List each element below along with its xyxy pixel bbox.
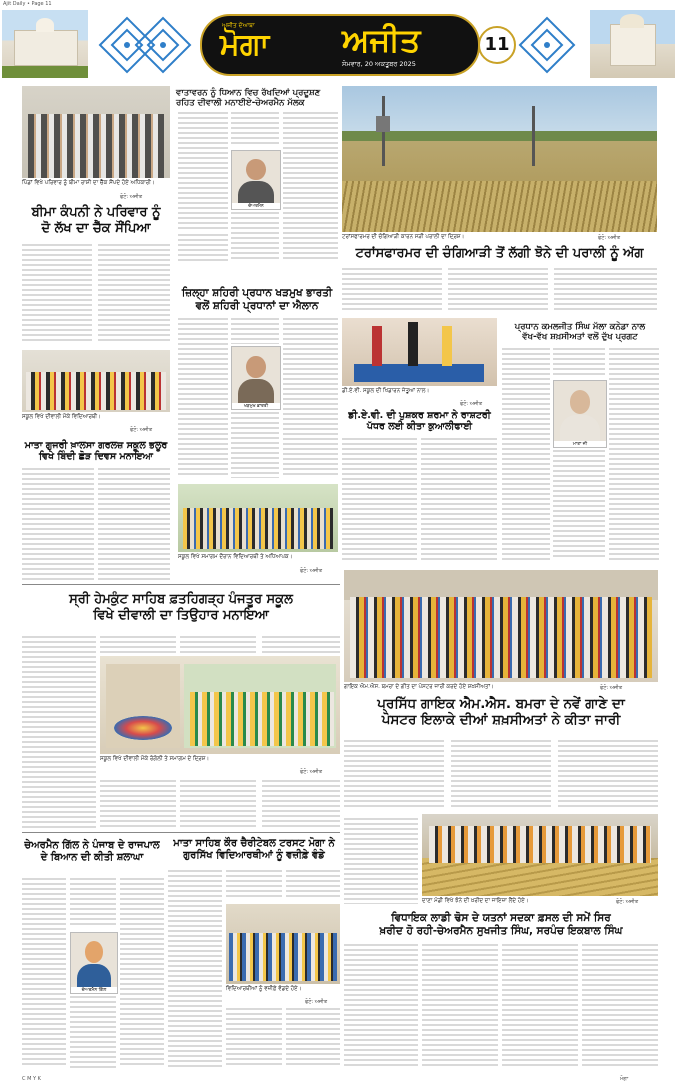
dav-sports-body-col-1 [342, 438, 417, 560]
field-fire-headline: ਟਰਾਂਸਫਾਰਮਰ ਦੀ ਚੰਗਿਆੜੀ ਤੋਂ ਲੱਗੀ ਝੋਨੇ ਦੀ ਪਰਾਲੀ ਨੂੰ ਅੱਗ [355, 246, 644, 261]
hemkunt-caption: ਸਕੂਲ ਵਿਖੇ ਦੀਵਾਲੀ ਮੌਕੇ ਰੰਗੋਲੀ ਤੇ ਸਮਾਗਮ ਦੇ ਦ੍ਰਿਸ਼। [100, 756, 210, 762]
governor-body-col-2a [70, 878, 116, 928]
mandi-credit: ਫੋਟੋ: ਅਜੀਤ [616, 899, 639, 905]
insurance-caption: ਪਿੰਡਾਂ ਵਿਖੇ ਪਰਿਵਾਰ ਨੂੰ ਬੀਮਾ ਰਾਸ਼ੀ ਦਾ ਚੈੱਕ ਸੌਂਪਦੇ ਹੋਏ ਅਧਿਕਾਰੀ। [22, 180, 155, 186]
party-chief-body-col-2a [231, 318, 279, 344]
hemkunt-credit: ਫੋਟੋ: ਅਜੀਤ [300, 769, 323, 775]
school-event-headline [20, 440, 172, 463]
party-chief-body-col-2b [231, 412, 279, 478]
diwali-env-body-col-2a [231, 112, 279, 146]
insurance-body-col-1 [22, 244, 92, 342]
party-chief-headline-line-1: ਜ਼ਿਲ੍ਹਾ ਸ਼ਹਿਰੀ ਪ੍ਰਧਾਨ ਖੜਮੁਖ ਭਾਰਤੀ [181, 287, 333, 299]
field-fire-credit: ਫੋਟੋ: ਅਜੀਤ [598, 235, 621, 241]
insurance-credit: ਫੋਟੋ: ਅਜੀਤ [120, 194, 143, 200]
hemkunt-photo [100, 656, 340, 754]
diwali-env-headline-line-2: ਰਹਿਤ ਦੀਵਾਲੀ ਮਨਾਈਏ-ਚੇਅਰਮੈਨ ਮੱਲਕ [176, 98, 305, 109]
mandi-headline [344, 912, 658, 937]
hemkunt-headline-line-2: ਵਿਖੇ ਦੀਵਾਲੀ ਦਾ ਤਿਉਹਾਰ ਮਨਾਇਆ [93, 607, 269, 623]
hemkunt-body-col-3a [180, 636, 256, 654]
song-poster-body-col-2 [451, 740, 551, 810]
hemkunt-body-col-2a [100, 636, 176, 654]
insurance-headline-line-1: ਬੀਮਾ ਕੰਪਨੀ ਨੇ ਪਰਿਵਾਰ ਨੂੰ [31, 205, 161, 220]
governor-body-col-1 [22, 878, 66, 1068]
hemkunt-body-col-2b [100, 780, 176, 828]
masthead-temple-photo-left [2, 10, 88, 78]
hemkunt-body-col-4a [262, 636, 340, 654]
field-fire-photo [342, 86, 657, 232]
insurance-headline [20, 205, 172, 236]
field-fire-body-col-3 [554, 268, 657, 310]
condolence-portrait-label: ਮਾਤਾ ਜੀ [554, 441, 606, 447]
scholarship-credit: ਫੋਟੋ: ਅਜੀਤ [305, 999, 328, 1005]
condolence-portrait [553, 380, 607, 448]
song-poster-body-col-1 [344, 740, 444, 810]
scholarship-body-col-3a [286, 870, 340, 900]
condolence-body-col-3 [609, 348, 659, 560]
masthead [0, 8, 677, 82]
condolence-body-col-2b [553, 450, 605, 560]
dav-sports-body-col-2 [421, 438, 497, 560]
masthead-city: ਮੋਗਾ [220, 27, 270, 62]
governor-portrait-label: ਚੇਅਰਮੈਨ ਗਿੱਲ [71, 987, 117, 993]
group-school-credit: ਫੋਟੋ: ਅਜੀਤ [300, 568, 323, 574]
governor-body-col-3 [120, 878, 164, 1068]
hemkunt-body-col-1 [22, 636, 96, 828]
page-number: 11 [478, 26, 516, 64]
school-event-headline-line-2: ਵਿਖੇ ਬਿੰਦੀ ਛੋੜ ਦਿਵਸ ਮਨਾਇਆ [39, 451, 153, 463]
mandi-body-top [344, 818, 418, 904]
diwali-env-portrait [231, 150, 281, 210]
insurance-photo [22, 86, 170, 178]
school-event-headline-line-1: ਮਾਤਾ ਗੁਜਰੀ ਖ਼ਾਲਸਾ ਗਰਲਜ਼ ਸਕੂਲ ਭਲੂਰ [24, 440, 168, 451]
party-chief-headline [176, 287, 338, 312]
mandi-body-col-1 [344, 944, 418, 1068]
condolence-headline [500, 322, 660, 342]
party-chief-body-col-1 [178, 318, 228, 478]
mandi-headline-line-2: ਖ਼ਰੀਦ ਹੋ ਰਹੀ-ਚੇਅਰਮੈਨ ਸੁਖਜੀਤ ਸਿੰਘ, ਸਰਪੰਚ ਇਕਬਾਲ ਸਿੰਘ [379, 924, 623, 937]
song-poster-headline [344, 696, 658, 728]
condolence-body-col-1 [502, 348, 550, 560]
mandi-photo [422, 814, 658, 896]
diwali-env-body-col-2b [231, 212, 279, 262]
scholarship-headline-line-1: ਮਾਤਾ ਸਾਹਿਬ ਕੌਰ ਚੈਰੀਟੇਬਲ ਟਰਸਟ ਮੋਗਾ ਨੇ [173, 838, 335, 849]
hemkunt-body-col-4b [262, 780, 340, 828]
school-event-caption: ਸਕੂਲ ਵਿਖੇ ਦੀਵਾਲੀ ਮੌਕੇ ਵਿਦਿਆਰਥੀ। [22, 414, 101, 420]
scholarship-body-col-3b [286, 1008, 340, 1068]
condolence-body-col-2a [553, 348, 605, 376]
scholarship-headline-line-2: ਗੁਰਸਿੱਖ ਵਿਦਿਆਰਥੀਆਂ ਨੂੰ ਵਜ਼ੀਫ਼ੇ ਵੰਡੇ [183, 850, 325, 861]
governor-body-col-2b [70, 996, 116, 1068]
governor-headline [22, 840, 162, 864]
masthead-temple-photo-right [590, 10, 675, 78]
school-event-body-col-2 [98, 468, 170, 580]
mandi-headline-line-1: ਵਿਧਾਇਕ ਲਾਡੀ ਢੋਸ ਦੇ ਯਤਨਾਂ ਸਦਕਾ ਫ਼ਸਲ ਦੀ ਸਮੇਂ ਸਿਰ [391, 912, 611, 924]
scholarship-caption: ਵਿਦਿਆਰਥੀਆਂ ਨੂੰ ਵਜ਼ੀਫ਼ੇ ਵੰਡਦੇ ਹੋਏ। [226, 986, 302, 992]
footer-city: ਮੋਗਾ [620, 1076, 629, 1082]
school-event-photo [22, 350, 170, 412]
insurance-headline-line-2: ਦੋ ਲੱਖ ਦਾ ਚੈੱਕ ਸੌਂਪਿਆ [41, 220, 151, 236]
field-fire-caption: ਟਰਾਂਸਫਾਰਮਰ ਦੀ ਚੰਗਿਆੜੀ ਕਾਰਨ ਸੜੀ ਪਰਾਲੀ ਦਾ ਦ੍ਰਿਸ਼। [342, 234, 465, 240]
hemkunt-headline-line-1: ਸ੍ਰੀ ਹੇਮਕੁੰਟ ਸਾਹਿਬ ਫ਼ਤਹਿਗੜ੍ਹ ਪੰਜਤੂਰ ਸਕੂਲ [69, 592, 293, 607]
masthead-banner [200, 14, 480, 76]
mandi-caption: ਦਾਣਾ ਮੰਡੀ ਵਿਖੇ ਝੋਨੇ ਦੀ ਖ਼ਰੀਦ ਦਾ ਜਾਇਜ਼ਾ ਲੈਂਦੇ ਹੋਏ। [422, 898, 529, 904]
scholarship-body-col-2b [226, 1008, 282, 1068]
diwali-env-body-col-1 [178, 112, 228, 230]
dav-sports-photo [342, 318, 497, 386]
dav-sports-headline-line-2: ਪੱਧਰ ਲਈ ਕੀਤਾ ਕੁਆਲੀਫਾਈ [366, 421, 473, 433]
masthead-date: ਸੋਮਵਾਰ, 20 ਅਕਤੂਬਰ 2025 [342, 60, 416, 68]
song-poster-headline-line-1: ਪ੍ਰਸਿੱਧ ਗਾਇਕ ਐਮ.ਐਸ. ਬਮਰਾ ਦੇ ਨਵੇਂ ਗਾਣੇ ਦਾ [377, 696, 625, 712]
mandi-body-col-2 [422, 944, 498, 1068]
decorative-motif-left-icon [90, 8, 200, 82]
dav-sports-headline-line-1: ਡੀ.ਏ.ਵੀ. ਦੀ ਪੁਸ਼ਕਰ ਸ਼ਰਮਾ ਨੇ ਰਾਸ਼ਟਰੀ [348, 410, 491, 421]
group-school-photo [178, 484, 338, 552]
masthead-paper-name: ਅਜੀਤ [342, 21, 421, 59]
scholarship-body-col-1 [168, 870, 222, 1068]
condolence-headline-line-1: ਪ੍ਰਧਾਨ ਕਮਲਜੀਤ ਸਿੰਘ ਮੱਲਾ ਕਨੇਡਾ ਨਾਲ [514, 322, 646, 332]
school-event-body-col-1 [22, 468, 94, 580]
scholarship-headline [168, 838, 340, 862]
song-poster-caption: ਗਾਇਕ ਐਮ.ਐਸ. ਬਮਰਾ ਦੇ ਗੀਤ ਦਾ ਪੋਸਟਰ ਜਾਰੀ ਕਰਦੇ ਹੋਏ ਸ਼ਖ਼ਸੀਅਤਾਂ। [344, 684, 494, 690]
divider-rule [22, 584, 340, 585]
song-poster-headline-line-2: ਪੋਸਟਰ ਇਲਾਕੇ ਦੀਆਂ ਸ਼ਖ਼ਸੀਅਤਾਂ ਨੇ ਕੀਤਾ ਜਾਰੀ [381, 712, 621, 729]
party-chief-portrait-label: ਖੜਮੁਖ ਭਾਰਤੀ [232, 403, 280, 409]
field-fire-body-col-2 [448, 268, 548, 310]
field-fire-body-col-1 [342, 268, 442, 310]
decorative-motif-right-icon [514, 8, 592, 82]
diwali-env-headline [176, 88, 338, 108]
party-chief-headline-line-2: ਵਲੋਂ ਸ਼ਹਿਰੀ ਪ੍ਰਧਾਨਾਂ ਦਾ ਐਲਾਨ [195, 299, 319, 312]
diwali-env-headline-line-1: ਵਾਤਾਵਰਨ ਨੂੰ ਧਿਆਨ ਵਿਚ ਰੱਖਦਿਆਂ ਪ੍ਰਦੂਸ਼ਣ [176, 88, 321, 98]
hemkunt-body-col-3b [180, 780, 256, 828]
scholarship-photo [226, 904, 340, 984]
governor-headline-line-1: ਚੇਅਰਮੈਨ ਗਿੱਲ ਨੇ ਪੰਜਾਬ ਦੇ ਰਾਜਪਾਲ [24, 840, 160, 851]
diwali-env-portrait-label: ਚੇਅਰਮੈਨ [232, 203, 280, 209]
governor-portrait [70, 932, 118, 994]
mandi-body-col-4 [582, 944, 658, 1068]
hemkunt-headline [22, 592, 340, 623]
song-poster-body-col-3 [558, 740, 658, 810]
song-poster-credit: ਫੋਟੋ: ਅਜੀਤ [600, 685, 623, 691]
scholarship-body-col-2a [226, 870, 282, 900]
print-slug: Ajit Daily • Page 11 [3, 1, 52, 7]
school-event-credit: ਫੋਟੋ: ਅਜੀਤ [130, 427, 153, 433]
masthead-small-label: ਅਜੀਤ ਦੋਆਬਾ [222, 22, 255, 29]
footer-color-marks: C M Y K [22, 1076, 41, 1082]
party-chief-portrait [231, 346, 281, 410]
insurance-body-col-2 [98, 244, 170, 342]
diwali-env-body-col-1b [178, 234, 228, 262]
dav-sports-caption: ਡੀ.ਏ.ਵੀ. ਸਕੂਲ ਦੀ ਖਿਡਾਰਨ ਜੇਤੂਆਂ ਨਾਲ। [342, 388, 430, 394]
song-poster-photo [344, 570, 658, 682]
group-school-caption: ਸਕੂਲ ਵਿਖੇ ਸਮਾਗਮ ਦੌਰਾਨ ਵਿਦਿਆਰਥੀ ਤੇ ਅਧਿਆਪਕ। [178, 554, 293, 560]
mandi-body-col-3 [502, 944, 578, 1068]
party-chief-body-col-3 [283, 318, 338, 478]
condolence-headline-line-2: ਵੱਖ-ਵੱਖ ਸ਼ਖ਼ਸੀਅਤਾਂ ਵਲੋਂ ਦੁੱਖ ਪ੍ਰਗਟ [522, 332, 638, 343]
divider-rule-2 [22, 832, 340, 833]
governor-headline-line-2: ਦੇ ਬਿਆਨ ਦੀ ਕੀਤੀ ਸ਼ਲਾਘਾ [40, 852, 144, 863]
diwali-env-body-col-3 [283, 112, 338, 262]
dav-sports-headline [342, 410, 497, 433]
dav-sports-credit: ਫੋਟੋ: ਅਜੀਤ [460, 401, 483, 407]
